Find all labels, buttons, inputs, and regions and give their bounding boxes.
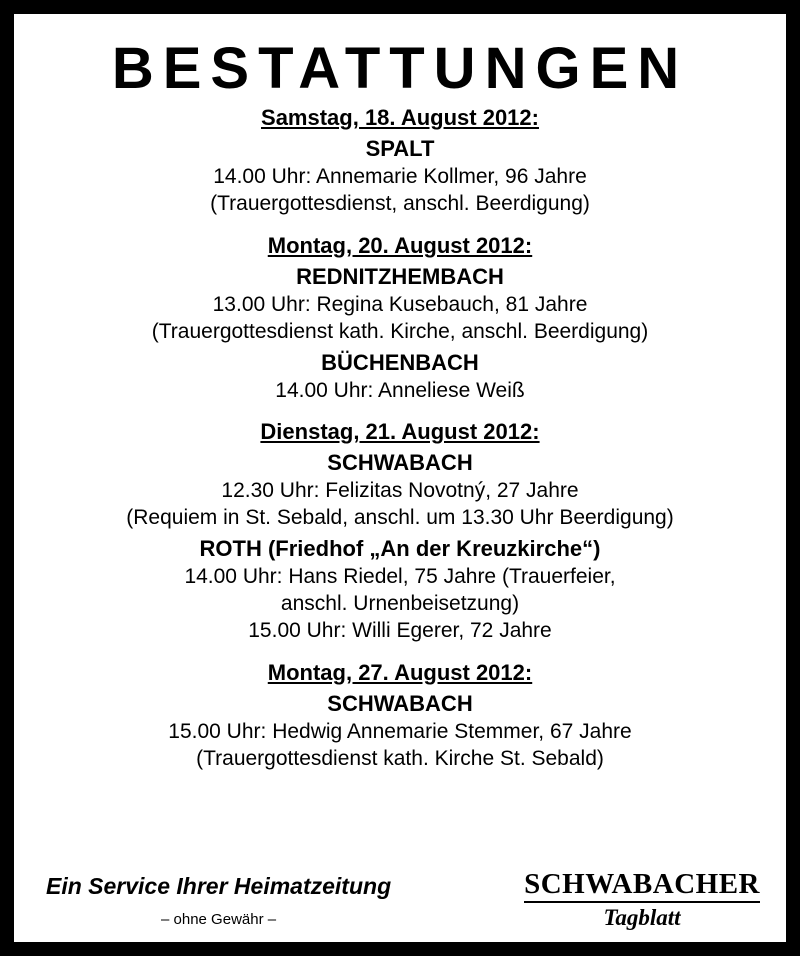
place-block bbox=[36, 448, 764, 532]
entry-line: 12.30 Uhr: Felizitas Novotný, 27 Jahre bbox=[221, 479, 579, 503]
entry-line: 13.00 Uhr: Regina Kusebauch, 81 Jahre bbox=[212, 292, 588, 316]
entry-line: (Trauergottesdienst, anschl. Beerdigung) bbox=[210, 192, 590, 216]
page-title: BESTATTUNGEN bbox=[111, 36, 689, 101]
day-group bbox=[36, 659, 764, 773]
day-group bbox=[36, 418, 764, 645]
notice-sheet bbox=[14, 14, 786, 942]
footer bbox=[36, 859, 764, 932]
place-name: SCHWABACH bbox=[327, 450, 473, 476]
place-name: REDNITZHEMBACH bbox=[296, 263, 504, 289]
entry-line: 15.00 Uhr: Willi Egerer, 72 Jahre bbox=[248, 619, 552, 643]
logo-main-text: SCHWABACHER bbox=[524, 869, 760, 902]
place-block bbox=[36, 534, 764, 645]
date-heading: Montag, 27. August 2012: bbox=[267, 659, 533, 685]
service-tagline: Ein Service Ihrer Heimatzeitung bbox=[46, 873, 392, 900]
logo-sub-text: Tagblatt bbox=[603, 904, 681, 930]
place-name: SPALT bbox=[365, 136, 435, 162]
entry-line: (Trauergottesdienst kath. Kirche, anschl. Beerdigung) bbox=[151, 320, 649, 344]
date-heading: Dienstag, 21. August 2012: bbox=[260, 418, 540, 444]
place-name: SCHWABACH bbox=[327, 690, 473, 716]
day-group bbox=[36, 104, 764, 218]
disclaimer-text: – ohne Gewähr – bbox=[161, 910, 277, 928]
place-block bbox=[36, 689, 764, 773]
date-heading: Samstag, 18. August 2012: bbox=[261, 105, 539, 130]
footer-text-block bbox=[36, 869, 391, 929]
entry-line: anschl. Urnenbeisetzung) bbox=[280, 592, 520, 615]
newspaper-logo bbox=[524, 869, 764, 930]
place-block bbox=[36, 134, 764, 218]
entry-line: (Requiem in St. Sebald, anschl. um 13.30 Uhr Beerdigung) bbox=[126, 506, 674, 530]
entry-line: 14.00 Uhr: Hans Riedel, 75 Jahre (Trauerfeier, bbox=[184, 564, 616, 588]
place-name: ROTH (Friedhof „An der Kreuzkirche“) bbox=[199, 535, 601, 561]
day-group bbox=[36, 232, 764, 404]
place-block bbox=[36, 262, 764, 346]
entry-line: 14.00 Uhr: Annemarie Kollmer, 96 Jahre bbox=[213, 165, 587, 189]
entry-line: 14.00 Uhr: Anneliese Weiß bbox=[275, 378, 525, 402]
date-heading: Montag, 20. August 2012: bbox=[267, 232, 533, 258]
entry-line: (Trauergottesdienst kath. Kirche St. Sebald) bbox=[196, 747, 604, 771]
funeral-listings bbox=[36, 104, 764, 859]
place-name: BÜCHENBACH bbox=[321, 349, 479, 375]
place-block bbox=[36, 348, 764, 404]
entry-line: 15.00 Uhr: Hedwig Annemarie Stemmer, 67 Jahre bbox=[168, 719, 632, 743]
